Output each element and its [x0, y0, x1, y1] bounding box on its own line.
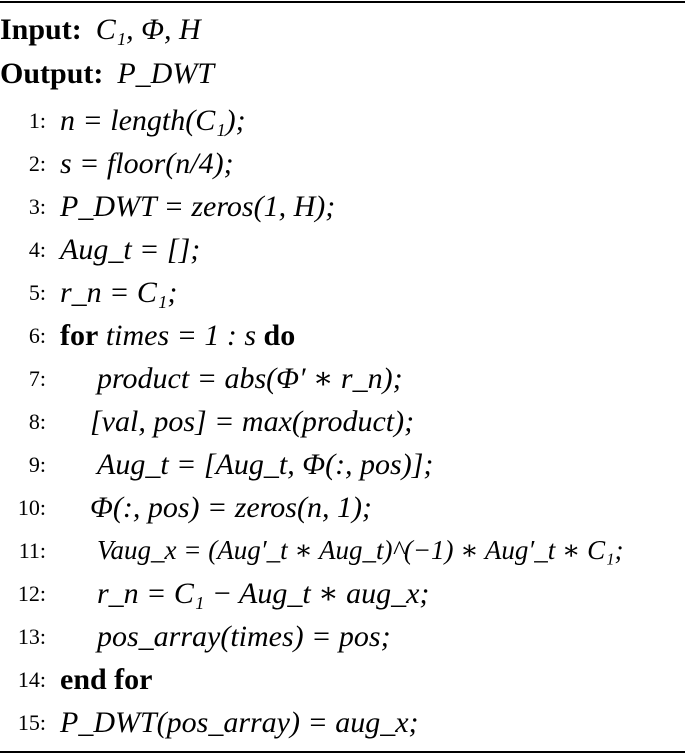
algorithm-line-3: [0, 185, 685, 228]
line-code: P_DWT = zeros(1, H);: [60, 190, 336, 223]
loop-range: times = 1 : s: [105, 319, 257, 352]
output-line: [0, 55, 214, 93]
line-code: [60, 658, 153, 701]
line-code: [60, 314, 295, 357]
algorithm-line-14: [0, 658, 685, 701]
bottom-rule: [0, 751, 685, 753]
input-value: C₁, Φ, H: [95, 13, 201, 46]
line-code: s = floor(n/4);: [60, 147, 234, 180]
line-code: n = length(C₁);: [60, 104, 246, 137]
line-number: 5:: [28, 280, 46, 305]
line-number: 6:: [28, 323, 46, 348]
line-code: [val, pos] = max(product);: [90, 405, 415, 438]
line-code: Aug_t = [Aug_t, Φ(:, pos)];: [97, 448, 434, 481]
output-value: P_DWT: [117, 57, 215, 90]
algorithm-line-5: [0, 271, 685, 314]
algorithm-line-8: [0, 400, 685, 443]
algorithm-line-12: [0, 572, 685, 615]
line-number: 4:: [28, 237, 46, 262]
line-number: 1:: [28, 108, 46, 133]
output-label: Output:: [0, 57, 104, 90]
line-code: P_DWT(pos_array) = aug_x;: [60, 706, 419, 739]
algorithm-line-13: [0, 615, 685, 658]
line-code: product = abs(Φ′ ∗ r_n);: [97, 362, 403, 395]
end-for-keyword: end for: [60, 663, 153, 696]
line-code: Vaug_x = (Aug′_t ∗ Aug_t)^(−1) ∗ Aug′_t ∗ C₁;: [97, 535, 624, 565]
do-keyword: do: [263, 319, 296, 352]
line-code: r_n = C₁ − Aug_t ∗ aug_x;: [97, 577, 430, 610]
line-code: pos_array(times) = pos;: [97, 620, 391, 653]
algorithm-line-11: [0, 529, 685, 572]
line-number: 12:: [17, 581, 46, 606]
line-number: 15:: [17, 710, 46, 735]
line-number: 2:: [28, 151, 46, 176]
line-number: 7:: [28, 366, 46, 391]
algorithm-line-1: [0, 99, 685, 142]
algorithm-line-9: [0, 443, 685, 486]
line-number: 10:: [17, 495, 46, 520]
algorithm-line-4: [0, 228, 685, 271]
line-code: Φ(:, pos) = zeros(n, 1);: [90, 491, 372, 524]
line-number: 9:: [28, 452, 46, 477]
line-number: 11:: [18, 538, 46, 563]
line-code: Aug_t = [];: [60, 233, 201, 266]
for-keyword: for: [60, 319, 99, 352]
algorithm-line-6: [0, 314, 685, 357]
line-number: 13:: [17, 624, 46, 649]
algorithm-line-15: [0, 701, 685, 744]
line-code: r_n = C₁;: [60, 276, 178, 309]
input-label: Input:: [0, 13, 82, 46]
line-number: 3:: [28, 194, 46, 219]
input-line: [0, 11, 201, 49]
line-number: 14:: [17, 667, 46, 692]
algorithm-line-2: [0, 142, 685, 185]
algorithm-line-10: [0, 486, 685, 529]
algorithm-line-7: [0, 357, 685, 400]
line-number: 8:: [28, 409, 46, 434]
top-rule: [0, 1, 685, 3]
